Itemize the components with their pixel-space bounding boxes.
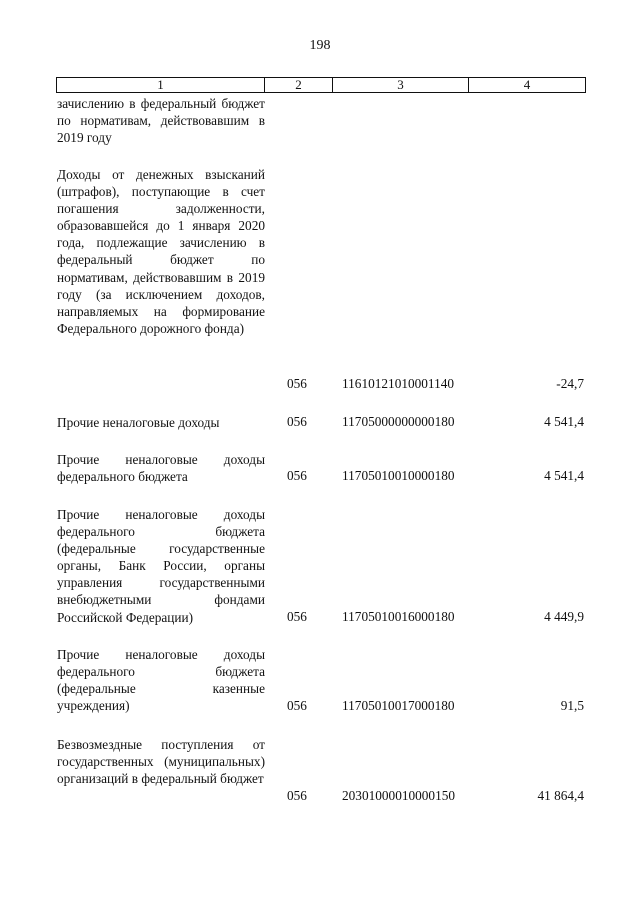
row-kbk: 11705010010000180 xyxy=(342,468,455,483)
row-description: зачислению в федеральный бюджет по нормативам, действовавшим в 2019 году xyxy=(57,96,265,146)
row-code: 056 xyxy=(287,788,307,803)
row-kbk: 11705000000000180 xyxy=(342,414,455,429)
row-code: 056 xyxy=(287,468,307,483)
row-amount: 4 541,4 xyxy=(544,468,584,483)
row-description: Доходы от денежных взысканий (штрафов), поступающие в счет погашения задолженности, образовавшейся до 1 января 2020 года, подлежащие зачислению в федеральный бюджет по нормативам, действовавшим в 2019 году (за исключением доходов, направляемых на формирование Федерального дорожного фонда) xyxy=(57,167,265,336)
row-kbk: 11705010017000180 xyxy=(342,698,455,713)
header-col-1: 1 xyxy=(57,78,265,92)
row-kbk: 11610121010001140 xyxy=(342,376,455,391)
row-description: Прочие неналоговые доходы федерального бюджета xyxy=(57,452,265,485)
row-amount: 4 449,9 xyxy=(544,609,584,624)
row-description: Прочие неналоговые доходы федерального бюджета (федеральные казенные учреждения) xyxy=(57,647,265,714)
row-amount: 4 541,4 xyxy=(544,414,584,429)
header-col-3: 3 xyxy=(333,78,469,92)
row-code: 056 xyxy=(287,376,307,391)
header-col-4: 4 xyxy=(523,77,531,92)
row-amount: 41 864,4 xyxy=(537,788,584,803)
row-code: 056 xyxy=(287,609,307,624)
row-kbk: 11705010016000180 xyxy=(342,609,455,624)
row-description: Безвозмездные поступления от государственных (муниципальных) организаций в федеральный бюджет xyxy=(57,737,265,787)
row-kbk: 20301000010000150 xyxy=(342,788,456,803)
row-amount: -24,7 xyxy=(556,376,584,391)
page-number: 198 xyxy=(309,38,331,53)
row-code: 056 xyxy=(287,414,307,429)
header-col-2: 2 xyxy=(265,78,333,92)
row-amount: 91,5 xyxy=(560,698,584,713)
row-description: Прочие неналоговые доходы xyxy=(57,415,220,430)
table-header xyxy=(56,77,586,93)
row-code: 056 xyxy=(287,698,307,713)
row-description: Прочие неналоговые доходы федерального бюджета (федеральные государственные органы, Банк России, органы управления государственными внебюджетными фондами Российской Федерации) xyxy=(57,507,265,625)
